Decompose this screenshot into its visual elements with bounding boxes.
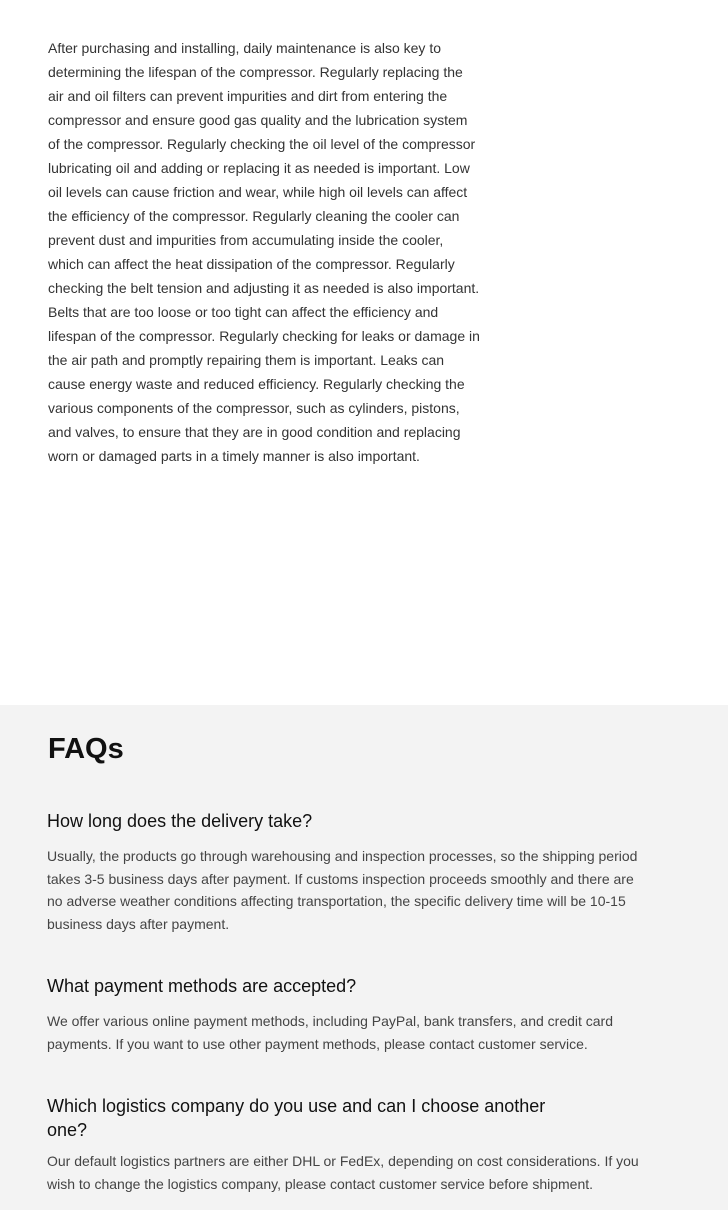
faq-section — [0, 705, 728, 1210]
faq-answer-payment-methods: We offer various online payment methods, including PayPal, bank transfers, and credit card payments. If you want to use other payment methods, please contact customer service. — [47, 1013, 614, 1052]
faq-question-logistics-company: Which logistics company do you use and can I choose another one? — [47, 1096, 546, 1140]
faq-answer-logistics-company: Our default logistics partners are either DHL or FedEx, depending on cost considerations. If you wish to change the logistics company, please contact customer service before shipment. — [47, 1153, 639, 1192]
faq-question-delivery-time: How long does the delivery take? — [47, 811, 313, 831]
faq-heading: FAQs — [48, 733, 124, 765]
faq-question-payment-methods: What payment methods are accepted? — [47, 976, 357, 996]
faq-answer-delivery-time: Usually, the products go through warehousing and inspection processes, so the shipping period takes 3-5 business days after payment. If customs inspection proceeds smoothly and there are no adverse weather conditions affecting transportation, the specific delivery time will be 10-15 business days after payment. — [47, 848, 638, 932]
article-body-text: After purchasing and installing, daily maintenance is also key to determining the lifespan of the compressor. Regularly replacing the air and oil filters can prevent impurities and dirt from entering the compressor and ensure good gas quality and the lubrication system of the compressor. Regularly checking the oil level of the compressor lubricating oil and adding or replacing it as needed is important. Low oil levels can cause friction and wear, while high oil levels can affect the efficiency of the compressor. Regularly cleaning the cooler can prevent dust and impurities from accumulating inside the cooler, which can affect the heat dissipation of the compressor. Regularly checking the belt tension and adjusting it as needed is also important. Belts that are too loose or too tight can affect the efficiency and lifespan of the compressor. Regularly checking for leaks or damage in the air path and promptly repairing them is important. Leaks can cause energy waste and reduced efficiency. Regularly checking the various components of the compressor, such as cylinders, pistons, and valves, to ensure that they are in good condition and replacing worn or damaged parts in a timely manner is also important. — [48, 40, 480, 464]
